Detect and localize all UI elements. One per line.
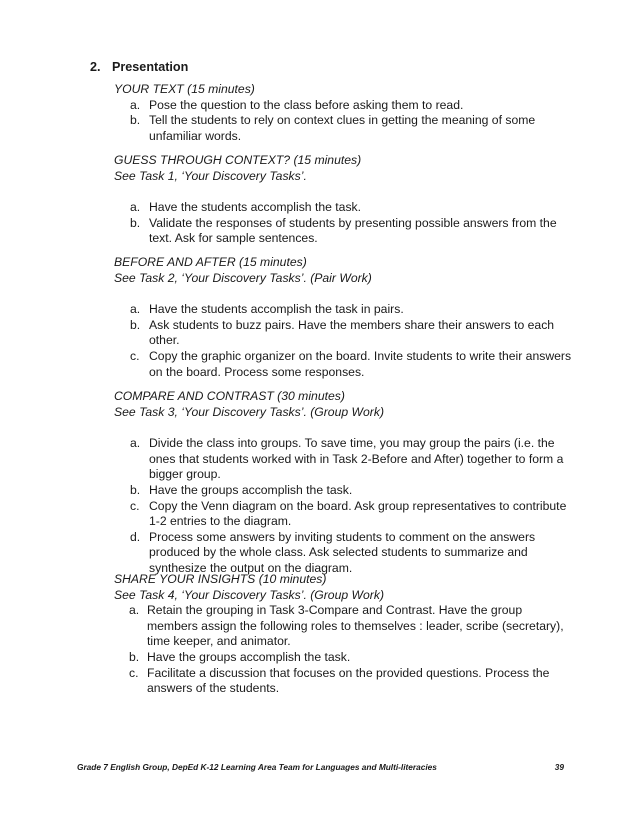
section-title: Presentation: [112, 60, 189, 74]
item-text: Ask students to buzz pairs. Have the members share their answers to each other.: [149, 317, 555, 348]
list-item: [114, 302, 576, 318]
block-title: SHARE YOUR INSIGHTS (10 minutes): [114, 572, 327, 586]
list-item: [114, 530, 576, 577]
block-title: COMPARE AND CONTRAST (30 minutes): [114, 389, 345, 403]
item-text: Pose the question to the class before asking them to read.: [149, 97, 464, 112]
list-item: [114, 318, 576, 349]
block-subtitle: See Task 1, ‘Your Discovery Tasks’.: [114, 168, 307, 183]
item-list: [114, 98, 576, 145]
item-letter: d.: [130, 529, 141, 544]
list-item: [114, 666, 576, 697]
guess-through-context-block: [114, 153, 576, 247]
item-letter: a.: [130, 97, 141, 112]
footer-text: Grade 7 English Group, DepEd K-12 Learning Area Team for Languages and Multi-literacies: [77, 762, 437, 772]
list-item: [114, 200, 576, 216]
list-item: [114, 603, 576, 650]
item-letter: b.: [130, 113, 141, 128]
item-text: Have the groups accomplish the task.: [147, 649, 351, 664]
list-item: [114, 216, 576, 247]
item-letter: a.: [130, 302, 141, 317]
block-title: YOUR TEXT (15 minutes): [114, 82, 255, 96]
item-letter: b.: [130, 317, 141, 332]
item-text: Tell the students to rely on context clues in getting the meaning of some unfamiliar words.: [149, 113, 536, 143]
share-your-insights-block: [114, 572, 576, 697]
item-list: [114, 302, 576, 380]
before-and-after-block: [114, 255, 576, 380]
item-letter: a.: [130, 436, 141, 451]
list-item: [114, 436, 576, 483]
item-text: Have the students accomplish the task.: [149, 200, 362, 215]
page-footer: [77, 762, 564, 773]
your-text-block: [114, 82, 576, 144]
item-text: Copy the graphic organizer on the board. Invite students to write their answers on the board. Process some responses.: [149, 348, 572, 379]
item-text: Retain the grouping in Task 3-Compare and Contrast. Have the group members assign the following roles to themselves : leader, scribe (secretary), time keeper, and animator.: [147, 603, 564, 649]
item-text: Copy the Venn diagram on the board. Ask group representatives to contribute 1-2 entries to the diagram.: [149, 498, 567, 529]
item-text: Validate the responses of students by presenting possible answers from the text. Ask for sample sentences.: [149, 215, 557, 246]
list-item: [114, 650, 576, 666]
item-letter: b.: [130, 482, 141, 497]
compare-and-contrast-block: [114, 389, 576, 577]
item-text: Process some answers by inviting students to comment on the answers produced by the whole class. Ask selected students to summarize and synthesize the output on the diagram.: [149, 529, 536, 575]
item-letter: b.: [129, 649, 140, 664]
block-subtitle: See Task 2, ‘Your Discovery Tasks’. (Pair Work): [114, 270, 372, 285]
page-number: 39: [554, 762, 564, 772]
item-letter: c.: [130, 348, 140, 363]
section-heading: [90, 59, 188, 75]
block-title: BEFORE AND AFTER (15 minutes): [114, 255, 307, 269]
item-letter: c.: [130, 498, 140, 513]
list-item: [114, 349, 576, 380]
list-item: [114, 98, 576, 114]
list-item: [114, 113, 576, 144]
list-item: [114, 499, 576, 530]
item-text: Have the students accomplish the task in pairs.: [149, 302, 404, 317]
block-subtitle: See Task 4, ‘Your Discovery Tasks’. (Group Work): [114, 587, 385, 602]
item-letter: a.: [130, 200, 141, 215]
item-letter: a.: [129, 603, 140, 618]
section-number: 2.: [90, 60, 101, 74]
item-letter: c.: [129, 665, 139, 680]
list-item: [114, 483, 576, 499]
item-text: Have the groups accomplish the task.: [149, 482, 353, 497]
item-text: Divide the class into groups. To save time, you may group the pairs (i.e. the ones that students worked with in Task 2-Before and After) together to form a bigger group.: [149, 436, 564, 482]
item-text: Facilitate a discussion that focuses on the provided questions. Process the answers of the students.: [147, 665, 550, 696]
item-list: [114, 436, 576, 576]
item-letter: b.: [130, 215, 141, 230]
item-list: [114, 200, 576, 247]
block-title: GUESS THROUGH CONTEXT? (15 minutes): [114, 153, 362, 167]
item-list: [114, 603, 576, 697]
block-subtitle: See Task 3, ‘Your Discovery Tasks’. (Group Work): [114, 404, 385, 419]
